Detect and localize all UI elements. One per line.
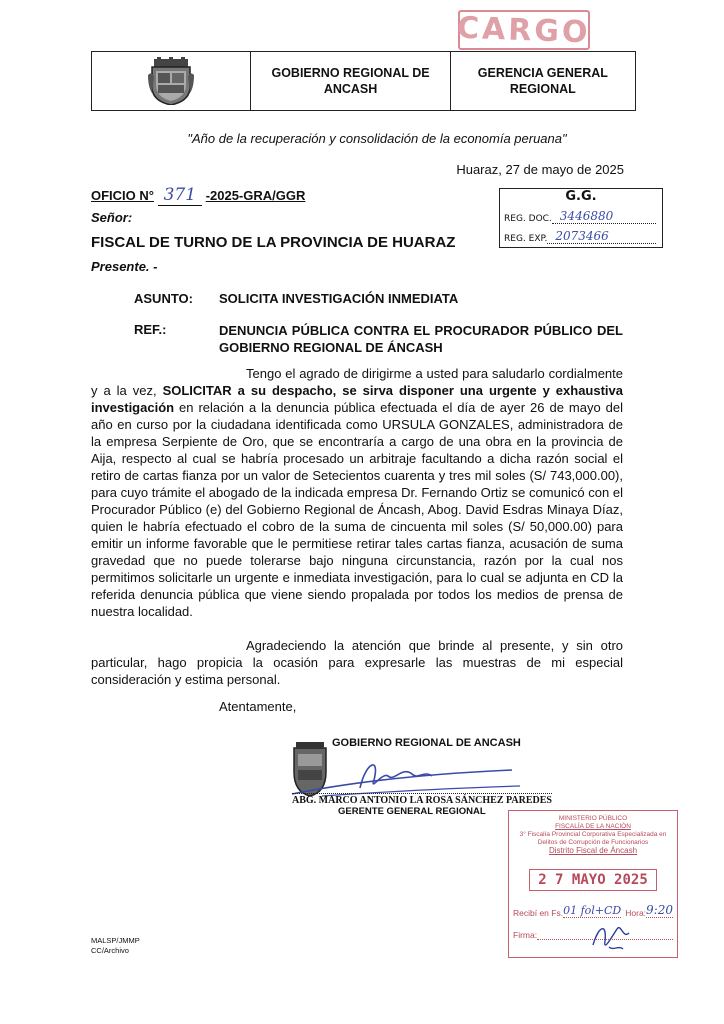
asunto-text: SOLICITA INVESTIGACIÓN INMEDIATA bbox=[219, 291, 459, 306]
cargo-stamp bbox=[458, 10, 590, 50]
body-paragraph-1 bbox=[91, 365, 623, 620]
document-date: Huaraz, 27 de mayo de 2025 bbox=[456, 162, 624, 177]
gg-stamp-title: G.G. bbox=[565, 189, 597, 204]
year-motto: "Año de la recuperación y consolidación de la economía peruana" bbox=[187, 131, 567, 146]
stamp-hora-value: 9:20 bbox=[646, 903, 673, 917]
footer-initials: MALSP/JMMP bbox=[91, 936, 140, 945]
oficio-prefix: OFICIO N° bbox=[91, 188, 154, 203]
stamp-reception-date: 2 7 MAYO 2025 bbox=[529, 869, 657, 891]
stamp-signature-scribble bbox=[589, 915, 639, 955]
reg-exp-row bbox=[504, 229, 656, 244]
signature-organization: GOBIERNO REGIONAL DE ANCASH bbox=[332, 737, 521, 749]
signer-role: GERENTE GENERAL REGIONAL bbox=[338, 806, 486, 817]
oficio-handwritten-number: 371 bbox=[158, 185, 202, 206]
body-p1-request: SOLICITAR a su despacho, se sirva disponer una urgente y exhaustiva investigación bbox=[91, 383, 623, 415]
ref-label: REF.: bbox=[134, 322, 167, 337]
signer-name: ABG. MARCO ANTONIO LA ROSA SÁNCHEZ PAREDES bbox=[292, 795, 552, 806]
body-p1-intro: Tengo el agrado de dirigirme a usted para saludarlo cordialmente y a la vez, bbox=[91, 366, 623, 398]
body-p1-details: en relación a la denuncia pública efectuada el día de ayer 26 de mayo del año en curso por la ciudadana identificada como URSULA GONZALES, administradora de la empresa Serpiente de Oro, que se encontraría a cargo de una obra en la provincia de Aija, respecto al cual se habría procesado un arbitraje facultando a dicha razón social el retiro de cartas fianza por un valor de Setecientos cuarenta y tres mil soles (S/ 743,000.00), para cuyo trámite el abogado de la indicada empresa Dr. Fernando Ortiz se comunicó con el Procurador Público (e) del Gobierno Regional de Áncash, Abog. David Esdras Minaya Díaz, quien le habría efectuado el cobro de la suma de cincuenta mil soles (S/ 50,000.00) para emitir un informe favorable que le permitiese retirar tales cartas fianza, acusación de suma gravedad que no puede tolerarse bajo ninguna circunstancia, razón por la cual nos permitimos solicitarle un urgente e inmediata investigación, para lo cual se adjunta en CD la referida denuncia pública que viene siendo propalada por todos los medios de prensa de nuestra localidad. bbox=[91, 400, 623, 619]
footer-cc: CC/Archivo bbox=[91, 946, 129, 955]
oficio-number bbox=[91, 185, 305, 205]
body-p2: Agradeciendo la atención que brinde al presente, y sin otro particular, hago propicia la ocasión para expresarle las muestras de mi especial consideración y estima personal. bbox=[91, 638, 623, 687]
letterhead-institution: GOBIERNO REGIONAL DE ANCASH bbox=[251, 52, 450, 110]
letterhead-logo-cell bbox=[92, 52, 251, 110]
regional-coat-of-arms-icon bbox=[148, 57, 194, 105]
stamp-firma-label: Firma: bbox=[513, 930, 538, 940]
body-paragraph-2 bbox=[91, 637, 623, 688]
reg-doc-label: REG. DOC. bbox=[504, 214, 552, 224]
asunto-label: ASUNTO: bbox=[134, 291, 193, 306]
ref-text: DENUNCIA PÚBLICA CONTRA EL PROCURADOR PÚBLICO DEL GOBIERNO REGIONAL DE ÁNCASH bbox=[219, 323, 623, 355]
reg-exp-label: REG. EXP. bbox=[504, 234, 548, 244]
gg-registration-stamp bbox=[499, 188, 663, 248]
salutation: Señor: bbox=[91, 210, 133, 225]
stamp-hora-label: Hora: bbox=[625, 908, 647, 918]
stamp-line-ministry: MINISTERIO PÚBLICO bbox=[558, 815, 628, 822]
presente: Presente. - bbox=[91, 259, 158, 274]
stamp-line-district: Distrito Fiscal de Áncash bbox=[548, 846, 638, 855]
letterhead-table bbox=[91, 51, 636, 111]
reg-exp-value: 2073466 bbox=[547, 229, 656, 244]
recipient: FISCAL DE TURNO DE LA PROVINCIA DE HUARAZ bbox=[91, 234, 456, 251]
stamp-line-office: 3° Fiscalía Provincial Corporativa Especializada en Delitos de Corrupción de Funcionarios bbox=[519, 831, 667, 846]
reception-stamp bbox=[508, 810, 678, 958]
stamp-line-fiscalia: FISCALÍA DE LA NACIÓN bbox=[555, 823, 631, 830]
oficio-suffix: -2025-GRA/GGR bbox=[205, 188, 306, 203]
stamp-recibi-label: Recibí en Fs. bbox=[513, 908, 564, 918]
stamp-recibi-value: 01 fol+CD bbox=[563, 904, 622, 917]
cargo-stamp-text: CARGO bbox=[456, 10, 592, 50]
letterhead-department: GERENCIA GENERAL REGIONAL bbox=[477, 66, 608, 96]
reg-doc-row bbox=[504, 209, 656, 224]
reg-doc-value: 3446880 bbox=[552, 209, 656, 224]
closing: Atentamente, bbox=[219, 699, 297, 714]
